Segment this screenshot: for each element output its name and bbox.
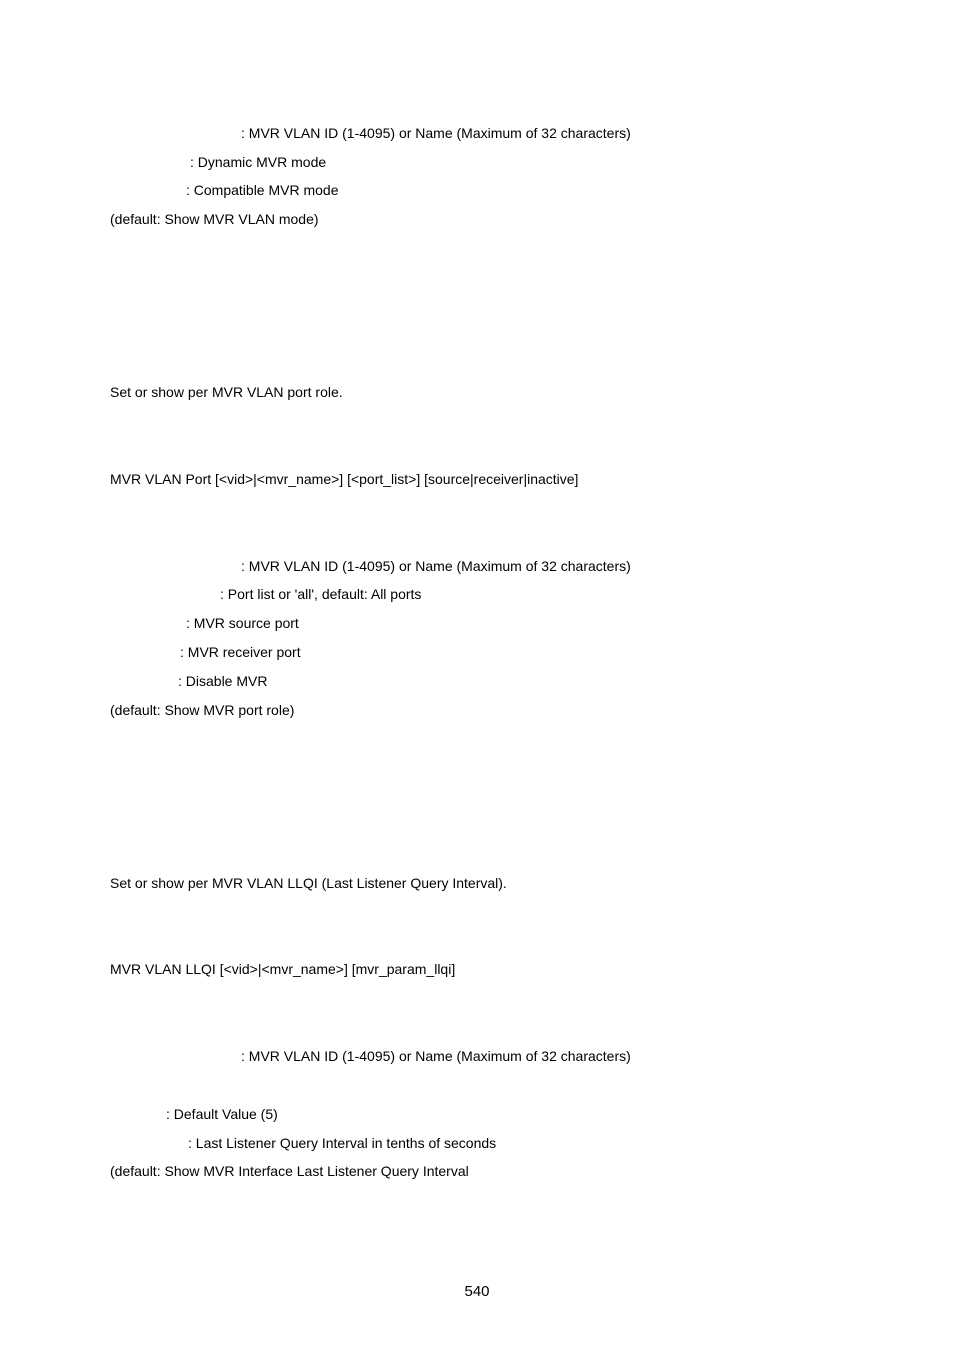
param-vid-mode: : MVR VLAN ID (1-4095) or Name (Maximum of 32 characters) — [241, 125, 631, 141]
param-default-value: : Default Value (5) — [166, 1106, 278, 1122]
description-port: Set or show per MVR VLAN port role. — [110, 384, 343, 400]
param-vid-port: : MVR VLAN ID (1-4095) or Name (Maximum of 32 characters) — [241, 558, 631, 574]
default-note-llqi: (default: Show MVR Interface Last Listener Query Interval — [110, 1163, 469, 1179]
param-receiver: : MVR receiver port — [180, 644, 301, 660]
page-number: 540 — [464, 1283, 490, 1300]
param-inactive: : Disable MVR — [178, 673, 268, 689]
param-port-list: : Port list or 'all', default: All ports — [220, 586, 422, 602]
default-note-port: (default: Show MVR port role) — [110, 702, 295, 718]
param-vid-llqi: : MVR VLAN ID (1-4095) or Name (Maximum of 32 characters) — [241, 1048, 631, 1064]
param-dynamic: : Dynamic MVR mode — [190, 154, 327, 170]
syntax-port: MVR VLAN Port [<vid>|<mvr_name>] [<port_list>] [source|receiver|inactive] — [110, 471, 579, 487]
param-compatible: : Compatible MVR mode — [186, 182, 339, 198]
description-llqi: Set or show per MVR VLAN LLQI (Last Listener Query Interval). — [110, 875, 507, 891]
param-llqi-value: : Last Listener Query Interval in tenths of seconds — [188, 1135, 497, 1151]
param-source: : MVR source port — [186, 615, 299, 631]
syntax-llqi: MVR VLAN LLQI [<vid>|<mvr_name>] [mvr_param_llqi] — [110, 961, 456, 977]
default-note-mode: (default: Show MVR VLAN mode) — [110, 211, 319, 227]
